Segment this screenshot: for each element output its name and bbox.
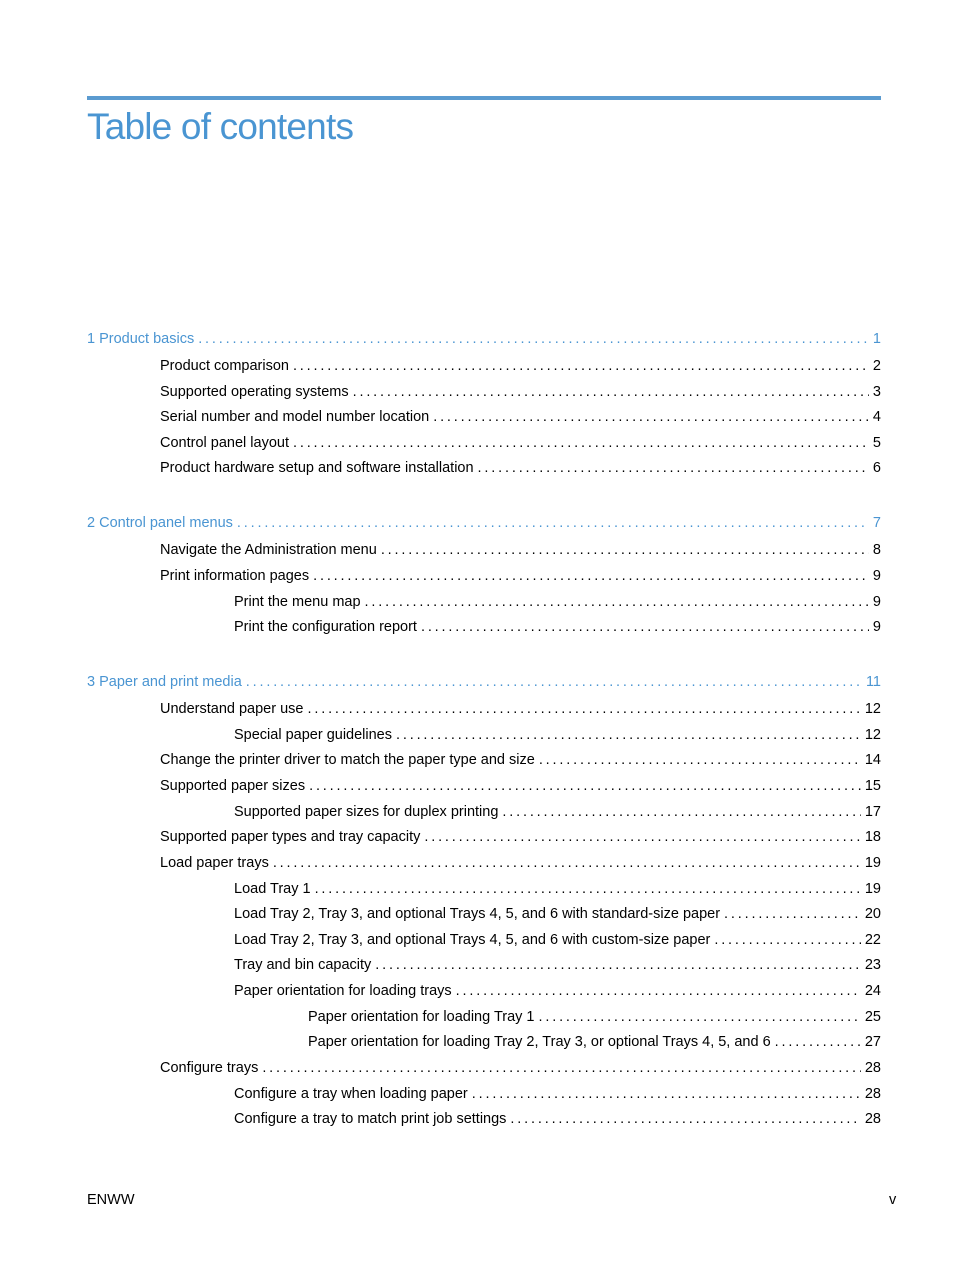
- toc-page-number: 4: [872, 409, 881, 425]
- toc-entry[interactable]: [308, 1008, 881, 1026]
- toc-entry-title: 3 Paper and print media: [87, 674, 242, 690]
- toc-chapter-entry[interactable]: [87, 673, 881, 691]
- toc-page-number: 12: [864, 727, 881, 743]
- toc-entry-title: Navigate the Administration menu: [160, 542, 377, 558]
- toc-dot-leader: [502, 803, 860, 821]
- toc-entry[interactable]: [160, 357, 881, 375]
- toc-entry-title: Print information pages: [160, 568, 310, 584]
- toc-page-number: 28: [864, 1111, 881, 1127]
- toc-entry-title: Load Tray 2, Tray 3, and optional Trays 4, 5, and 6 with custom-size paper: [234, 932, 711, 948]
- toc-entry-title: Paper orientation for loading Tray 2, Tray 3, or optional Trays 4, 5, and 6: [308, 1034, 771, 1050]
- toc-entry[interactable]: [160, 408, 881, 426]
- toc-dot-leader: [365, 593, 869, 611]
- toc-dot-leader: [273, 854, 861, 872]
- toc-dot-leader: [293, 357, 869, 375]
- toc-dot-leader: [421, 618, 869, 636]
- toc-entry-title: Configure a tray to match print job settings: [234, 1111, 507, 1127]
- toc-dot-leader: [433, 408, 869, 426]
- toc-entry-title: Configure trays: [160, 1060, 259, 1076]
- toc-page-number: 9: [872, 594, 881, 610]
- toc-dot-leader: [353, 383, 869, 401]
- toc-dot-leader: [472, 1085, 861, 1103]
- toc-page-number: 9: [872, 619, 881, 635]
- toc-chapter-entry[interactable]: [87, 330, 881, 348]
- toc-dot-leader: [539, 1008, 861, 1026]
- toc-page-number: 19: [864, 855, 881, 871]
- toc-dot-leader: [424, 828, 861, 846]
- toc-entry-title: Supported paper types and tray capacity: [160, 829, 421, 845]
- toc-entry-title: Configure a tray when loading paper: [234, 1086, 468, 1102]
- toc-entry[interactable]: [160, 828, 881, 846]
- toc-dot-leader: [375, 956, 861, 974]
- toc-entry-title: Supported paper sizes for duplex printing: [234, 804, 499, 820]
- toc-entry-title: 1 Product basics: [87, 331, 195, 347]
- toc-dot-leader: [237, 514, 869, 532]
- toc-dot-leader: [313, 567, 869, 585]
- toc-entry-title: Control panel layout: [160, 435, 289, 451]
- toc-entry-title: Change the printer driver to match the paper type and size: [160, 752, 535, 768]
- toc-entry[interactable]: [234, 1085, 881, 1103]
- toc-entry-title: Load Tray 2, Tray 3, and optional Trays 4, 5, and 6 with standard-size paper: [234, 906, 721, 922]
- toc-entry[interactable]: [234, 880, 881, 898]
- toc-page-number: 25: [864, 1009, 881, 1025]
- toc-page-number: 14: [864, 752, 881, 768]
- toc-entry-title: Load paper trays: [160, 855, 269, 871]
- toc-dot-leader: [714, 931, 861, 949]
- toc-entry-title: Tray and bin capacity: [234, 957, 372, 973]
- toc-page-number: 18: [864, 829, 881, 845]
- toc-entry-title: Understand paper use: [160, 701, 304, 717]
- toc-page-number: 23: [864, 957, 881, 973]
- toc-entry[interactable]: [160, 777, 881, 795]
- toc-page-number: 3: [872, 384, 881, 400]
- toc-dot-leader: [539, 751, 861, 769]
- toc-page-number: 7: [872, 515, 881, 531]
- toc-page-number: 17: [864, 804, 881, 820]
- toc-dot-leader: [309, 777, 861, 795]
- toc-page-number: 27: [864, 1034, 881, 1050]
- toc-page-number: 5: [872, 435, 881, 451]
- toc-entry[interactable]: [160, 700, 881, 718]
- toc-entry[interactable]: [308, 1033, 881, 1051]
- toc-dot-leader: [246, 673, 862, 691]
- toc-entry-title: Product hardware setup and software installation: [160, 460, 474, 476]
- toc-entry[interactable]: [234, 931, 881, 949]
- footer-label: ENWW: [87, 1192, 135, 1208]
- toc-page-number: 9: [872, 568, 881, 584]
- toc-dot-leader: [198, 330, 869, 348]
- toc-dot-leader: [293, 434, 869, 452]
- toc-page-number: 1: [872, 331, 881, 347]
- toc-page-number: 15: [864, 778, 881, 794]
- toc-entry[interactable]: [234, 956, 881, 974]
- toc-page-number: 19: [864, 881, 881, 897]
- toc-dot-leader: [262, 1059, 861, 1077]
- toc-entry-title: Paper orientation for loading Tray 1: [308, 1009, 535, 1025]
- toc-entry[interactable]: [160, 434, 881, 452]
- toc-page-number: 12: [864, 701, 881, 717]
- toc-entry-title: Supported operating systems: [160, 384, 349, 400]
- toc-entry[interactable]: [160, 383, 881, 401]
- toc-entry[interactable]: [234, 618, 881, 636]
- page-title: Table of contents: [87, 106, 354, 147]
- toc-entry-title: Product comparison: [160, 358, 289, 374]
- toc-page-number: 22: [864, 932, 881, 948]
- toc-entry-title: Special paper guidelines: [234, 727, 392, 743]
- page-number: v: [889, 1192, 897, 1208]
- toc-dot-leader: [724, 905, 861, 923]
- toc-entry[interactable]: [234, 905, 881, 923]
- toc-page-number: 2: [872, 358, 881, 374]
- toc-dot-leader: [396, 726, 861, 744]
- toc-entry[interactable]: [160, 459, 881, 477]
- toc-entry-title: Supported paper sizes: [160, 778, 306, 794]
- toc-entry[interactable]: [160, 541, 881, 559]
- toc-dot-leader: [775, 1033, 861, 1051]
- toc-chapter-entry[interactable]: [87, 514, 881, 532]
- toc-entry[interactable]: [160, 567, 881, 585]
- toc-entry[interactable]: [234, 982, 881, 1000]
- toc-page-number: 28: [864, 1060, 881, 1076]
- toc-entry[interactable]: [234, 803, 881, 821]
- toc-page-number: 11: [865, 674, 881, 690]
- toc-page-number: 20: [864, 906, 881, 922]
- toc-dot-leader: [308, 700, 861, 718]
- toc-entry[interactable]: [160, 751, 881, 769]
- toc-page-number: 28: [864, 1086, 881, 1102]
- toc-entry[interactable]: [160, 1059, 881, 1077]
- toc-entry[interactable]: [234, 1110, 881, 1128]
- toc-dot-leader: [478, 459, 869, 477]
- toc-entry-title: Print the configuration report: [234, 619, 417, 635]
- toc-entry-title: Load Tray 1: [234, 881, 311, 897]
- toc-entry[interactable]: [160, 854, 881, 872]
- toc-dot-leader: [315, 880, 861, 898]
- toc-entry-title: Paper orientation for loading trays: [234, 983, 452, 999]
- toc-entry-title: 2 Control panel menus: [87, 515, 233, 531]
- toc-page-number: 24: [864, 983, 881, 999]
- toc-page-number: 6: [872, 460, 881, 476]
- toc-page-number: 8: [872, 542, 881, 558]
- toc-dot-leader: [510, 1110, 860, 1128]
- toc-entry[interactable]: [234, 593, 881, 611]
- toc-entry[interactable]: [234, 726, 881, 744]
- toc-entry-title: Serial number and model number location: [160, 409, 430, 425]
- toc-dot-leader: [381, 541, 869, 559]
- toc-dot-leader: [456, 982, 861, 1000]
- toc-entry-title: Print the menu map: [234, 594, 361, 610]
